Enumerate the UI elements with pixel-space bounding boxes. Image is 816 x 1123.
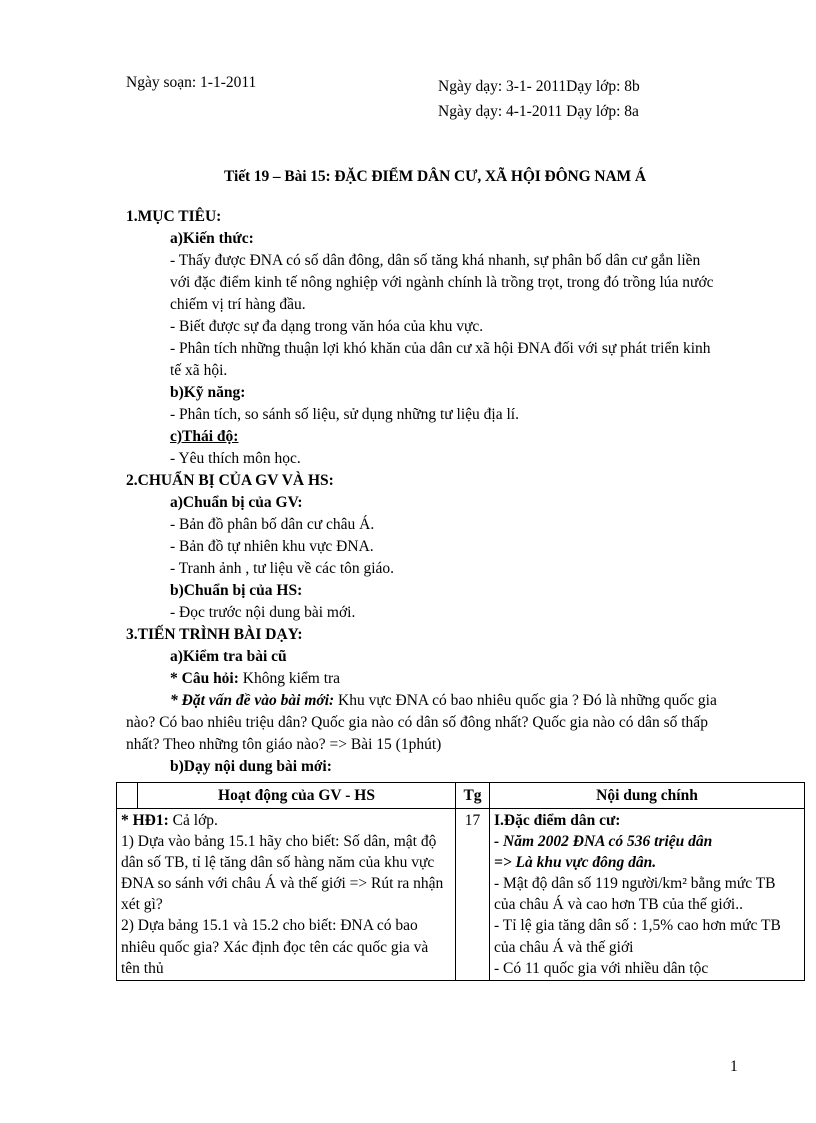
content-line-2: - Năm 2002 ĐNA có 536 triệu dân xyxy=(494,833,713,851)
page-title: Tiết 19 – Bài 15: ĐẶC ĐIỂM DÂN CƯ, XÃ HỘI ĐÔNG NAM Á xyxy=(224,168,646,185)
section-2a-paragraph-2: - Bản đồ tự nhiên khu vực ĐNA. xyxy=(170,538,374,555)
activity-1-tail: Cả lớp. xyxy=(168,812,218,830)
new-lesson-intro-text: Khu vực ĐNA có bao nhiêu quốc gia ? Đó là những quốc gia nào? Có bao nhiêu triệu dân? Quốc gia nào có dân số đông nhất? Quốc gia nào có dân số thấp nhất? Theo những tôn giáo nào? => Bài 15 (1phút) xyxy=(126,692,717,753)
section-lesson-process xyxy=(126,624,718,778)
content-line-3: => Là khu vực đông dân. xyxy=(494,854,657,872)
new-lesson-intro-label: * Đặt vấn đề vào bài mới: xyxy=(170,692,335,709)
activity-line-1 xyxy=(121,810,451,831)
table-header-activities: Hoạt động của GV - HS xyxy=(138,783,456,809)
section-3-heading: 3.TIẾN TRÌNH BÀI DẠY: xyxy=(126,626,303,643)
section-1a-paragraph-2: - Biết được sự đa dạng trong văn hóa của khu vực. xyxy=(170,318,484,335)
cell-content xyxy=(490,809,805,981)
activity-line-3: 2) Dựa bảng 15.1 và 15.2 cho biết: ĐNA có bao nhiêu quốc gia? Xác định đọc tên các quốc gia và tên thủ xyxy=(121,917,429,977)
teaching-date-line-1: Ngày dạy: 3-1- 2011Dạy lớp: 8b xyxy=(438,78,640,95)
table-header-spacer xyxy=(117,783,138,809)
document-header xyxy=(126,74,718,130)
activity-1-label: * HĐ1: xyxy=(121,812,169,830)
section-2b-heading: b)Chuẩn bị của HS: xyxy=(170,582,303,599)
section-1a-paragraph-1: - Thấy được ĐNA có số dân đông, dân số tăng khá nhanh, sự phân bố dân cư gắn liền với đặc điểm kinh tế nông nghiệp với ngành chính là trồng trọt, trong đó trồng lúa nước chiếm vị trí hàng đầu. xyxy=(170,252,714,313)
page-number: 1 xyxy=(730,1058,738,1075)
old-lesson-question-label: * Câu hỏi: xyxy=(170,670,239,687)
content-line-6: - Có 11 quốc gia với nhiều dân tộc xyxy=(494,959,709,977)
table-header-content: Nội dung chính xyxy=(490,783,805,809)
section-objectives xyxy=(126,206,718,470)
section-preparation xyxy=(126,470,718,624)
content-line-5: - Tỉ lệ gia tăng dân số : 1,5% cao hơn mức TB của châu Á và thế giới xyxy=(494,917,781,956)
table-header-row xyxy=(117,783,805,809)
teaching-date-line-2: Ngày dạy: 4-1-2011 Dạy lớp: 8a xyxy=(438,103,639,121)
section-3b-heading: b)Dạy nội dung bài mới: xyxy=(170,758,332,775)
section-2b-paragraph-1: - Đọc trước nội dung bài mới. xyxy=(170,604,356,621)
old-lesson-question xyxy=(170,668,718,690)
section-2a-paragraph-1: - Bản đồ phân bố dân cư châu Á. xyxy=(170,516,375,533)
section-1c-heading: c)Thái độ: xyxy=(170,428,239,445)
table-header-time: Tg xyxy=(456,783,490,809)
content-line-1: I.Đặc điểm dân cư: xyxy=(494,812,621,830)
compose-date: Ngày soạn: 1-1-2011 xyxy=(126,74,257,91)
section-2a-paragraph-3: - Tranh ảnh , tư liệu về các tôn giáo. xyxy=(170,560,395,577)
table-row xyxy=(117,809,805,981)
cell-activities xyxy=(117,809,456,981)
cell-time: 17 xyxy=(456,809,490,981)
section-1a-paragraph-3: - Phân tích những thuận lợi khó khăn của dân cư xã hội ĐNA đối với sự phát triển kinh tế xã hội. xyxy=(170,340,711,379)
content-line-4: - Mật độ dân số 119 người/km² bằng mức TB của châu Á và cao hơn TB của thế giới.. xyxy=(494,875,776,914)
section-1c-paragraph-1: - Yêu thích môn học. xyxy=(170,450,301,467)
section-2-heading: 2.CHUẨN BỊ CỦA GV VÀ HS: xyxy=(126,472,334,489)
activity-line-2: 1) Dựa vào bảng 15.1 hãy cho biết: Số dân, mật độ dân số TB, tỉ lệ tăng dân số hàng năm của khu vực ĐNA so sánh với châu Á và thế giới => Rút ra nhận xét gì? xyxy=(121,833,444,914)
section-3a-heading: a)Kiểm tra bài cũ xyxy=(170,648,287,665)
section-1b-paragraph-1: - Phân tích, so sánh số liệu, sử dụng những tư liệu địa lí. xyxy=(170,406,519,423)
document-content xyxy=(121,74,781,981)
section-1-heading: 1.MỤC TIÊU: xyxy=(126,208,222,225)
new-lesson-intro xyxy=(126,690,718,756)
lesson-plan-table xyxy=(116,782,805,981)
teaching-dates xyxy=(438,74,640,124)
section-2a-heading: a)Chuẩn bị của GV: xyxy=(170,494,303,511)
section-1b-heading: b)Kỹ năng: xyxy=(170,384,246,401)
old-lesson-question-value: Không kiểm tra xyxy=(238,670,341,687)
section-1a-heading: a)Kiến thức: xyxy=(170,230,254,247)
